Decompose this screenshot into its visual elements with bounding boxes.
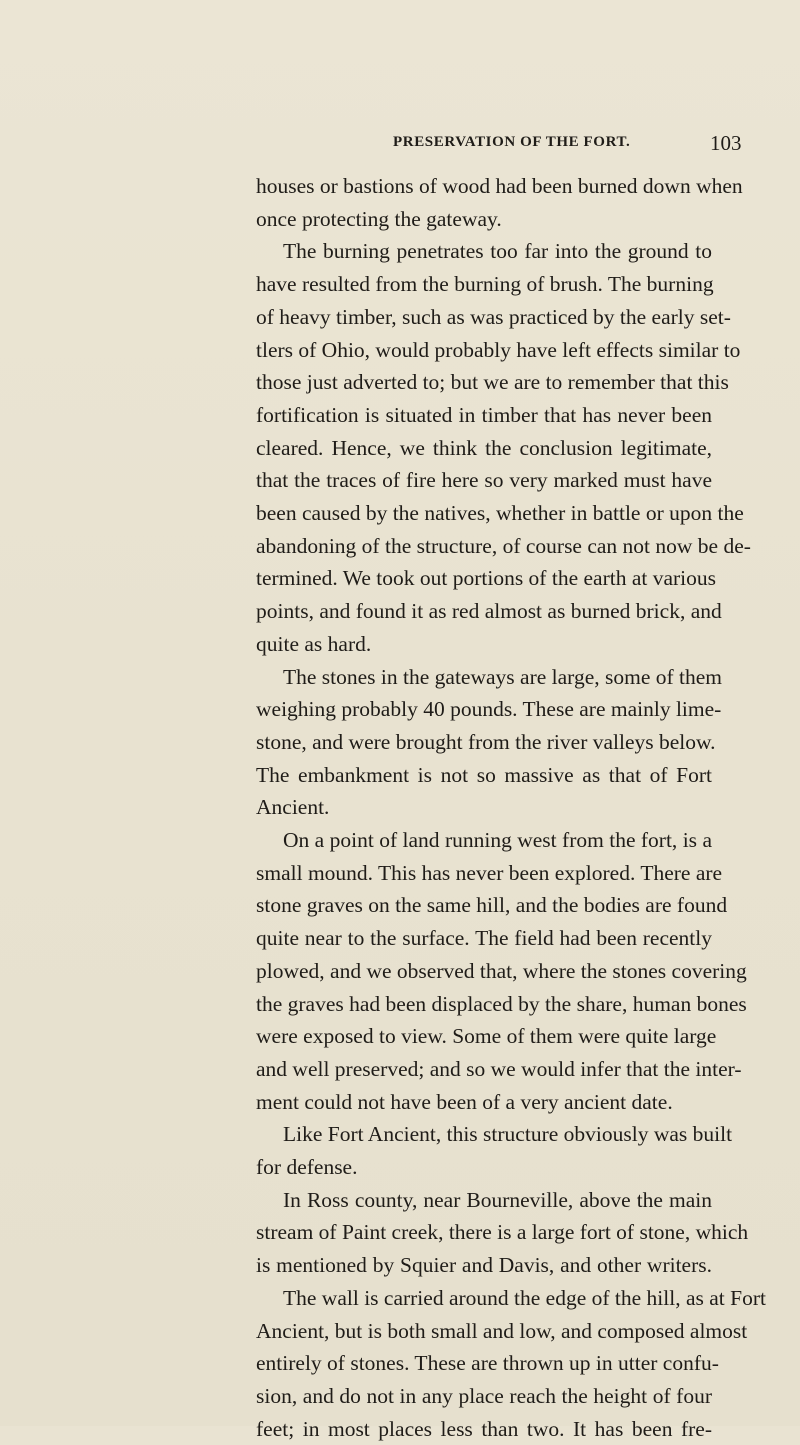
text-line: tlers of Ohio, would probably have left effects similar to — [256, 337, 741, 362]
running-title: PRESERVATION OF THE FORT. — [393, 134, 631, 150]
text-line: entirely of stones. These are thrown up in utter confu- — [256, 1351, 719, 1376]
text-line: Ancient, but is both small and low, and composed almost — [256, 1318, 748, 1343]
text-line: points, and found it as red almost as burned brick, and — [256, 599, 722, 624]
text-line: small mound. This has never been explored. There are — [256, 860, 723, 885]
text-line: fortification is situated in timber that has never been — [256, 402, 712, 427]
text-line: Ancient. — [256, 795, 330, 820]
text-line: and well preserved; and so we would infer that the inter- — [256, 1056, 742, 1081]
text-line: stone graves on the same hill, and the bodies are found — [256, 893, 728, 918]
text-line: stream of Paint creek, there is a large fort of stone, which — [256, 1220, 749, 1245]
text-line: that the traces of fire here so very marked must have — [256, 468, 712, 493]
text-line: Like Fort Ancient, this structure obviously was built — [283, 1122, 733, 1147]
text-line: termined. We took out portions of the earth at various — [256, 566, 717, 591]
text-line: of heavy timber, such as was practiced by the early set- — [256, 304, 731, 329]
text-line: have resulted from the burning of brush. The burning — [256, 272, 714, 297]
text-line: cleared. Hence, we think the conclusion legitimate, — [256, 435, 712, 460]
text-line: The burning penetrates too far into the ground to — [283, 239, 712, 264]
text-line: once protecting the gateway. — [256, 206, 502, 231]
text-line: plowed, and we observed that, where the stones covering — [256, 958, 747, 983]
text-line: houses or bastions of wood had been burned down when — [256, 174, 743, 198]
text-line: for defense. — [256, 1155, 358, 1179]
text-line: In Ross county, near Bourneville, above the main — [283, 1187, 712, 1212]
text-line: The embankment is not so massive as that of Fort — [256, 762, 712, 787]
text-line: those just adverted to; but we are to remember that this — [256, 370, 729, 395]
text-line: sion, and do not in any place reach the height of four — [256, 1383, 712, 1408]
text-line: feet; in most places less than two. It has been fre- — [256, 1416, 712, 1441]
text-line: is mentioned by Squier and Davis, and other writers. — [256, 1253, 712, 1278]
text-line: ment could not have been of a very ancient date. — [256, 1089, 673, 1114]
text-line: the graves had been displaced by the share, human bones — [256, 991, 747, 1016]
text-line: quite near to the surface. The field had been recently — [256, 926, 712, 951]
page-number: 103 — [710, 131, 742, 155]
text-line: abandoning of the structure, of course can not now be de- — [256, 533, 751, 558]
text-line: been caused by the natives, whether in battle or upon the — [256, 501, 744, 525]
running-head — [0, 131, 800, 158]
text-line: quite as hard. — [256, 631, 372, 656]
text-line: were exposed to view. Some of them were quite large — [256, 1024, 717, 1049]
text-line: stone, and were brought from the river valleys below. — [256, 729, 716, 754]
text-line: The wall is carried around the edge of the hill, as at Fort — [283, 1285, 766, 1310]
text-line: The stones in the gateways are large, some of them — [283, 664, 723, 689]
text-line: On a point of land running west from the fort, is a — [283, 828, 712, 852]
text-line: weighing probably 40 pounds. These are mainly lime- — [256, 697, 722, 722]
